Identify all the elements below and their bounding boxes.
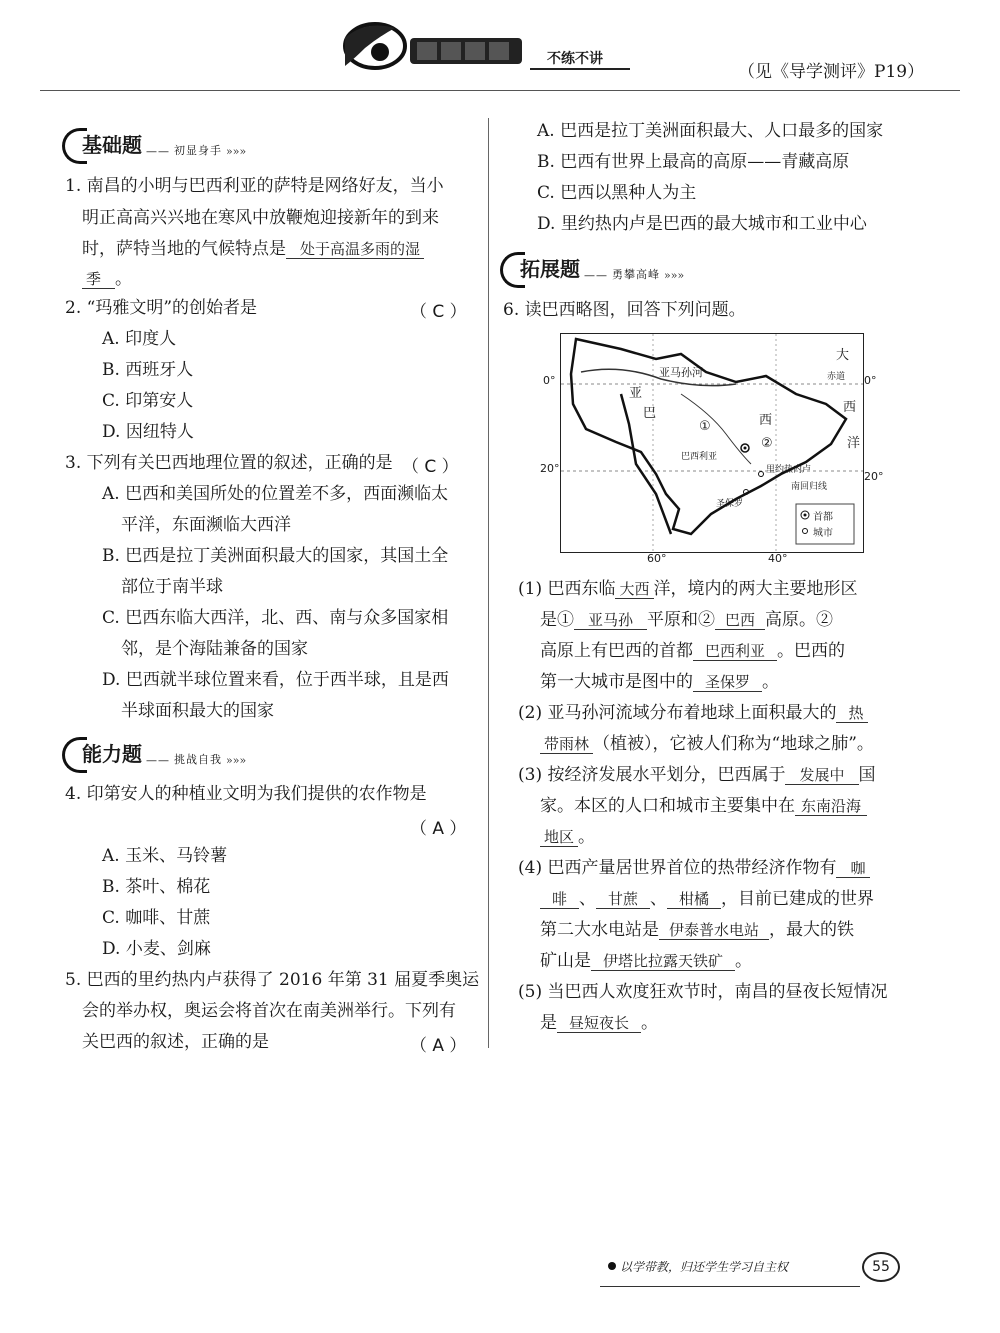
q6-p3-text3: 家。本区的人口和城市主要集中在 <box>540 796 795 816</box>
q6-p2-line2 <box>540 733 874 755</box>
q1-line3-text: 时，萨特当地的气候特点是 <box>82 239 286 259</box>
q6-p4-answer5: 伊泰普水电站 <box>659 921 769 940</box>
q4-choice-a: A. 玉米、马铃薯 <box>102 846 228 866</box>
q6-p2-text1: (2) 亚马孙河流域分布着地球上面积最大的 <box>518 703 837 723</box>
q6-p1-answer3: 巴西 <box>715 611 765 630</box>
q6-p1-text8: 第一大城市是图中的 <box>540 672 693 692</box>
q5-choice-c: C. 巴西以黑种人为主 <box>537 183 697 203</box>
q6-p1-answer2: 亚马孙 <box>574 611 647 630</box>
q6-p3-answer3: 地区 <box>540 828 578 847</box>
q4-stem: 4. 印第安人的种植业文明为我们提供的农作物是 <box>65 784 427 804</box>
map-label-peru: 亚 <box>629 386 643 401</box>
q6-p1-answer4: 巴西利亚 <box>693 642 777 661</box>
q3-stem: 3. 下列有关巴西地理位置的叙述，正确的是 <box>65 453 393 473</box>
section-ability-title <box>82 733 246 767</box>
map-label-ocean-3: 洋 <box>847 436 861 451</box>
q6-p3-line3 <box>540 826 595 848</box>
q3-choice-a-line2: 平洋，东面濒临大西洋 <box>121 515 291 535</box>
q6-p4-answer6: 伊塔比拉露天铁矿 <box>591 952 735 971</box>
q1-answer-part1: 处于高温多雨的湿 <box>286 240 424 259</box>
section-ability-dash: —— <box>146 754 170 767</box>
q6-p1-text3: 是① <box>540 610 574 630</box>
q6-p5-text1: 是 <box>540 1013 557 1033</box>
q6-p4-text4: ，最大的铁 <box>769 920 855 940</box>
q6-p3-answer1: 发展中 <box>785 766 858 785</box>
q5-line1: 5. 巴西的里约热内卢获得了 2016 年第 31 届夏季奥运 <box>65 970 480 990</box>
q6-p4-text5: 矿山是 <box>540 951 591 971</box>
map-label-ocean-1: 大 <box>836 348 850 363</box>
q4-choice-b: B. 茶叶、棉花 <box>102 877 211 897</box>
q2-choice-d: D. 因纽特人 <box>102 422 194 442</box>
section-extend-title <box>520 248 684 282</box>
q5-choice-d: D. 里约热内卢是巴西的最大城市和工业中心 <box>537 214 867 234</box>
q6-p4-text6: 。 <box>735 951 753 971</box>
q6-p1-text2: 洋，境内的两大主要地形区 <box>653 579 858 599</box>
map-label-rio: 里约热内卢 <box>766 465 812 475</box>
section-extend-name: 拓展题 <box>520 257 580 281</box>
q6-p4-sep2: 、 <box>650 889 668 909</box>
map-lon-60: 60° <box>647 552 667 565</box>
q6-p2-line1 <box>518 702 868 724</box>
map-label-equator: 赤道 <box>827 372 846 382</box>
q6-p5-text2: 。 <box>641 1013 659 1033</box>
header-logo <box>335 18 525 70</box>
map-label-country-2: 西 <box>759 413 773 428</box>
brazil-map <box>560 333 864 553</box>
q6-p1-line1 <box>518 578 858 600</box>
footer-page-number: 55 <box>872 1259 890 1275</box>
q6-p1-text1: (1) 巴西东临 <box>518 579 616 599</box>
q6-p2-answer2: 带雨林 <box>540 735 593 754</box>
q6-p4-text2: ，目前已建成的世界 <box>721 889 875 909</box>
map-lat-20-right: 20° <box>864 470 884 483</box>
q6-p3-line1 <box>518 764 876 786</box>
q4-choice-c: C. 咖啡、甘蔗 <box>102 908 211 928</box>
q5-line2: 会的举办权，奥运会将首次在南美洲举行。下列有 <box>82 1001 456 1021</box>
q6-p1-line3 <box>540 640 845 662</box>
q6-p5-answer1: 昼短夜长 <box>557 1014 641 1033</box>
q5-line3: 关巴西的叙述，正确的是 <box>82 1032 269 1052</box>
q6-p4-line3 <box>540 919 854 941</box>
section-ability-sub: 挑战自我 <box>174 753 222 766</box>
q6-p3-answer2: 东南沿海 <box>795 797 867 816</box>
map-label-ocean-2: 西 <box>843 400 857 415</box>
map-rio-marker <box>759 472 764 477</box>
q5-answer: （ A ） <box>410 1036 467 1056</box>
map-label-tropic: 南回归线 <box>791 482 828 492</box>
q6-p4-answer4: 柑橘 <box>667 890 721 909</box>
q6-p4-text3: 第二大水电站是 <box>540 920 659 940</box>
q6-p1-text9: 。 <box>762 672 780 692</box>
q6-p4-answer3: 甘蔗 <box>596 890 650 909</box>
q3-choice-b-line2: 部位于南半球 <box>121 577 223 597</box>
q5-choice-a: A. 巴西是拉丁美洲面积最大、人口最多的国家 <box>537 121 884 141</box>
footer-slogan: 以学带教，归还学生学习自主权 <box>620 1260 789 1274</box>
header-reference: （见《导学测评》P19） <box>738 62 925 82</box>
q3-choice-c-line2: 邻，是个海陆兼备的国家 <box>121 639 308 659</box>
map-label-country-1: 巴 <box>643 406 657 421</box>
section-basic-name: 基础题 <box>82 133 142 157</box>
q6-p4-answer1: 咖 <box>836 859 869 878</box>
q6-p4-line4 <box>540 950 752 972</box>
q2-choice-c: C. 印第安人 <box>102 391 194 411</box>
q1-end: 。 <box>115 269 133 289</box>
map-lat-0-left: 0° <box>543 374 556 387</box>
map-lat-0-right: 0° <box>864 374 877 387</box>
q3-choice-c-line1: C. 巴西东临大西洋，北、西、南与众多国家相 <box>102 608 449 628</box>
map-lat-20-left: 20° <box>540 462 560 475</box>
section-ability-name: 能力题 <box>82 742 142 766</box>
map-legend-capital: 首都 <box>813 512 833 523</box>
header-divider <box>530 68 630 70</box>
q6-p1-answer1: 大西 <box>615 580 653 599</box>
q6-p2-answer1: 热 <box>836 704 867 723</box>
q1-answer-part2: 季 <box>82 270 115 289</box>
footer-rule <box>600 1286 860 1287</box>
q6-p4-text1: (4) 巴西产量居世界首位的热带经济作物有 <box>518 858 837 878</box>
q1-line4 <box>82 268 132 290</box>
section-basic-dash: —— <box>146 145 170 158</box>
q2-choice-a: A. 印度人 <box>102 329 177 349</box>
section-extend-sub: 勇攀高峰 <box>612 268 660 281</box>
section-basic-title <box>82 124 246 158</box>
q6-p1-line2 <box>540 609 833 631</box>
q6-p3-text4: 。 <box>578 827 596 847</box>
q2-choice-b: B. 西班牙人 <box>102 360 194 380</box>
q6-p5-line2 <box>540 1012 658 1034</box>
q2-stem: 2. “玛雅文明”的创始者是 <box>65 298 258 318</box>
map-label-amazon: 亚马孙河 <box>659 366 703 379</box>
column-divider <box>488 118 489 1048</box>
section-extend-arrows: »»» <box>664 269 685 282</box>
q6-stem: 6. 读巴西略图，回答下列问题。 <box>503 300 746 320</box>
map-label-region-2: ② <box>761 436 773 451</box>
section-extend-dash: —— <box>584 269 608 282</box>
q4-answer: （ A ） <box>410 819 467 839</box>
q3-choice-d-line2: 半球面积最大的国家 <box>121 701 274 721</box>
q3-choice-a-line1: A. 巴西和美国所处的位置差不多，西面濒临太 <box>102 484 449 504</box>
footer-bullet <box>608 1262 616 1270</box>
q6-p1-answer5: 圣保罗 <box>693 673 762 692</box>
q6-p1-text5: 高原。② <box>765 610 834 630</box>
logo-graphic <box>335 18 525 70</box>
section-basic-arrows: »»» <box>226 145 247 158</box>
map-label-brasilia: 巴西利亚 <box>681 452 718 462</box>
q6-p1-line4 <box>540 671 779 693</box>
header-banner: 不练不讲 <box>547 51 603 67</box>
section-ability-arrows: »»» <box>226 754 247 767</box>
q1-line3 <box>82 238 424 260</box>
q6-p4-line1 <box>518 857 870 879</box>
q6-p1-text7: 。巴西的 <box>777 641 846 661</box>
q6-p3-text1: (3) 按经济发展水平划分，巴西属于 <box>518 765 786 785</box>
q5-choice-b: B. 巴西有世界上最高的高原——青藏高原 <box>537 152 850 172</box>
footer-page-badge <box>862 1252 900 1282</box>
q6-p4-line2 <box>540 888 874 910</box>
q3-choice-b-line1: B. 巴西是拉丁美洲面积最大的国家，其国土全 <box>102 546 449 566</box>
map-label-saopaulo: 圣保罗 <box>716 499 744 509</box>
map-lon-40: 40° <box>768 552 788 565</box>
map-legend-city: 城市 <box>813 528 833 539</box>
q3-answer: （ C ） <box>402 457 459 477</box>
q6-p3-line2 <box>540 795 867 817</box>
q6-p1-text6: 高原上有巴西的首都 <box>540 641 693 661</box>
q6-p3-text2: 国 <box>858 765 876 785</box>
q3-choice-d-line1: D. 巴西就半球位置来看，位于西半球，且是西 <box>102 670 449 690</box>
q1-line2: 明正高高兴兴地在寒风中放鞭炮迎接新年的到来 <box>82 208 439 228</box>
q6-p5-line1: (5) 当巴西人欢度狂欢节时，南昌的昼夜长短情况 <box>518 982 888 1002</box>
q6-p4-answer2: 啡 <box>540 890 579 909</box>
q2-answer: （ C ） <box>410 302 467 322</box>
q4-choice-d: D. 小麦、剑麻 <box>102 939 211 959</box>
section-basic-sub: 初显身手 <box>174 144 222 157</box>
q6-p4-sep1: 、 <box>579 889 597 909</box>
map-label-region-1: ① <box>699 419 711 434</box>
q6-p1-text4: 平原和② <box>647 610 716 630</box>
header-rule <box>40 90 960 91</box>
q1-line1: 1. 南昌的小明与巴西利亚的萨特是网络好友，当小 <box>65 176 444 196</box>
q6-p2-text2: （植被），它被人们称为“地球之肺”。 <box>593 734 874 754</box>
